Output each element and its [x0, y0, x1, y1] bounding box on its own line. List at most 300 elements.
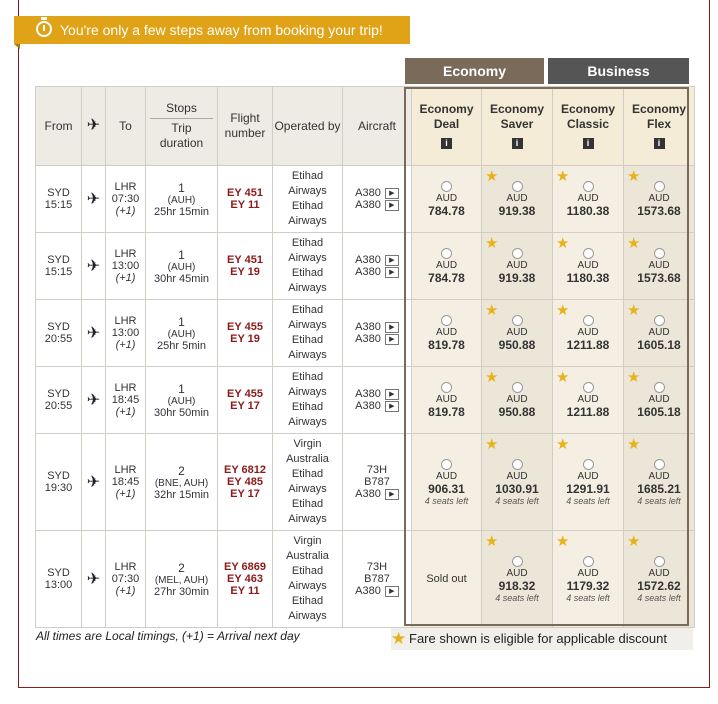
fare-cell[interactable] — [553, 367, 624, 434]
aircraft-type: B787 — [364, 573, 390, 585]
aircraft-cell — [343, 531, 412, 628]
play-icon[interactable]: ▶ — [385, 489, 399, 500]
sold-out-label: Sold out — [426, 573, 467, 585]
flight-number: EY 11 — [230, 585, 260, 597]
fare-radio[interactable] — [583, 459, 594, 470]
fare-price: 906.31 — [428, 481, 465, 496]
fare-cell[interactable] — [482, 233, 553, 300]
aircraft-type: A380 — [355, 388, 381, 400]
banner-fold — [14, 44, 20, 49]
destination-code: LHR — [114, 181, 137, 193]
flight-number: EY 6812 — [223, 464, 266, 476]
header-stops-label: Stops — [166, 101, 197, 115]
fare-price: 919.38 — [498, 203, 536, 218]
fare-price: 1030.91 — [495, 481, 539, 496]
operator-cell — [273, 367, 343, 434]
fare-price: 919.38 — [498, 270, 536, 285]
fare-radio[interactable] — [583, 248, 594, 259]
fare-cell[interactable] — [624, 434, 695, 531]
trip-duration: 30hr 50min — [153, 406, 210, 419]
origin-cell — [36, 233, 82, 300]
operator-name: Etihad Airways — [288, 401, 327, 428]
origin-code: SYD — [47, 567, 70, 579]
trip-duration: 30hr 45min — [153, 272, 210, 285]
seats-left: 4 seats left — [566, 495, 610, 506]
fare-type-label: Economy Flex — [631, 102, 686, 131]
fare-type-label: Economy Saver — [489, 102, 544, 131]
star-icon: ★ — [485, 436, 499, 453]
next-day-flag: (+1) — [115, 205, 136, 217]
arrival-time: 07:30 — [111, 193, 140, 205]
stop-count: 1 — [178, 314, 185, 329]
aircraft-cell — [343, 300, 412, 367]
origin-cell — [36, 434, 82, 531]
star-icon: ★ — [485, 235, 499, 252]
destination-cell — [106, 233, 146, 300]
header-economy-saver — [482, 87, 553, 166]
fare-currency: AUD — [577, 326, 599, 338]
departure-time: 20:55 — [44, 333, 73, 345]
header-economy-deal — [412, 87, 482, 166]
fare-currency: AUD — [577, 470, 599, 482]
flight-number: EY 17 — [230, 488, 260, 500]
route-arrow-cell — [82, 531, 106, 628]
fare-cell[interactable] — [624, 300, 695, 367]
fare-type-label: Economy Classic — [560, 102, 615, 131]
via-airports: (AUH) — [167, 328, 196, 340]
aircraft-cell — [343, 367, 412, 434]
via-airports: (MEL, AUH) — [154, 574, 209, 586]
star-icon: ★ — [556, 369, 570, 386]
airplane-icon: ✈ — [86, 392, 101, 409]
seats-left: 4 seats left — [424, 495, 469, 506]
play-icon[interactable]: ▶ — [385, 389, 399, 400]
fare-radio[interactable] — [512, 248, 523, 259]
fare-price: 1605.18 — [637, 337, 681, 352]
fare-price: 1180.38 — [566, 270, 610, 285]
star-icon: ★ — [627, 302, 641, 319]
info-icon[interactable]: i — [583, 138, 594, 149]
next-day-flag: (+1) — [115, 339, 136, 351]
tab-economy[interactable]: Economy — [405, 58, 544, 84]
flight-number: EY 17 — [230, 400, 260, 412]
departure-time: 19:30 — [44, 482, 73, 494]
destination-code: LHR — [114, 315, 137, 327]
flight-number-cell — [218, 300, 273, 367]
fare-currency: AUD — [577, 259, 599, 271]
next-day-flag: (+1) — [115, 406, 136, 418]
operator-cell — [273, 300, 343, 367]
operator-name: Etihad Airways — [288, 304, 327, 331]
airplane-icon: ✈ — [86, 325, 101, 342]
origin-code: SYD — [47, 388, 70, 400]
seats-left: 4 seats left — [495, 592, 539, 603]
fare-currency: AUD — [648, 192, 670, 204]
flight-number: EY 455 — [227, 321, 263, 333]
fare-radio[interactable] — [583, 181, 594, 192]
airplane-icon: ✈ — [86, 571, 101, 588]
stops-cell — [146, 166, 218, 233]
operator-cell — [273, 531, 343, 628]
route-arrow-cell — [82, 367, 106, 434]
star-icon: ★ — [556, 436, 570, 453]
header-economy-flex — [624, 87, 695, 166]
fare-type-label: Economy Deal — [419, 102, 474, 131]
route-arrow-cell — [82, 233, 106, 300]
fare-radio[interactable] — [654, 315, 665, 326]
fare-currency: AUD — [577, 567, 599, 579]
stops-cell — [146, 531, 218, 628]
arrival-time: 18:45 — [111, 394, 140, 406]
fare-cell[interactable] — [553, 434, 624, 531]
stops-cell — [146, 233, 218, 300]
fare-cell[interactable] — [482, 367, 553, 434]
flight-number-cell — [218, 367, 273, 434]
operator-name: Etihad Airways — [288, 170, 327, 197]
fare-currency: AUD — [435, 393, 458, 405]
airplane-icon: ✈ — [86, 191, 101, 208]
table-header-row — [36, 87, 695, 166]
flight-number: EY 451 — [227, 187, 263, 199]
table-row — [36, 233, 695, 300]
flight-number: EY 485 — [227, 476, 263, 488]
route-arrow-cell — [82, 300, 106, 367]
table-row — [36, 531, 695, 628]
star-icon: ★ — [485, 369, 499, 386]
fare-currency: AUD — [506, 393, 528, 405]
trip-duration: 25hr 15min — [153, 205, 210, 218]
progress-banner — [14, 16, 410, 44]
header-flight-number: Flight number — [218, 87, 273, 166]
header-economy-classic — [553, 87, 624, 166]
star-icon: ★ — [485, 168, 499, 185]
stop-count: 2 — [178, 560, 185, 575]
fare-price: 819.78 — [428, 337, 465, 352]
clock-icon — [36, 21, 52, 37]
aircraft-cell — [343, 166, 412, 233]
fare-currency: AUD — [577, 393, 599, 405]
destination-code: LHR — [114, 464, 137, 476]
star-icon: ★ — [627, 533, 641, 550]
discount-legend — [391, 628, 693, 650]
seats-left: 4 seats left — [495, 495, 539, 506]
fare-cell[interactable] — [482, 300, 553, 367]
fare-price: 1685.21 — [637, 481, 681, 496]
stop-count: 1 — [178, 180, 185, 195]
aircraft-type: A380 — [355, 400, 381, 412]
fare-price: 1605.18 — [637, 404, 681, 419]
fare-currency: AUD — [506, 259, 528, 271]
fare-currency: AUD — [648, 567, 670, 579]
star-icon: ★ — [627, 369, 641, 386]
footnote: All times are Local timings, (+1) = Arrival next day — [36, 629, 300, 643]
destination-code: LHR — [114, 382, 137, 394]
fare-radio[interactable] — [654, 556, 665, 567]
destination-cell — [106, 434, 146, 531]
aircraft-type: A380 — [355, 254, 381, 266]
origin-cell — [36, 367, 82, 434]
play-icon[interactable]: ▶ — [385, 188, 399, 199]
operator-cell — [273, 166, 343, 233]
star-icon: ★ — [556, 302, 570, 319]
fare-cell[interactable] — [412, 367, 482, 434]
info-icon[interactable]: i — [441, 138, 452, 149]
header-to: To — [106, 87, 146, 166]
fare-cell[interactable] — [412, 166, 482, 233]
play-icon[interactable]: ▶ — [385, 322, 399, 333]
fare-currency: AUD — [435, 470, 458, 482]
fare-radio[interactable] — [512, 459, 523, 470]
fare-radio[interactable] — [583, 556, 594, 567]
seats-left: 4 seats left — [637, 495, 681, 506]
flight-number: EY 451 — [227, 254, 263, 266]
aircraft-cell — [343, 434, 412, 531]
star-icon: ★ — [556, 533, 570, 550]
fare-price: 950.88 — [498, 404, 536, 419]
play-icon[interactable]: ▶ — [385, 267, 399, 278]
origin-code: SYD — [47, 470, 70, 482]
seats-left: 4 seats left — [637, 592, 681, 603]
star-icon: ★ — [485, 302, 499, 319]
fare-price: 1211.88 — [566, 404, 610, 419]
arrival-time: 07:30 — [111, 573, 140, 585]
fare-price: 1573.68 — [637, 203, 681, 218]
aircraft-type: A380 — [355, 321, 381, 333]
fare-cell[interactable] — [482, 434, 553, 531]
flight-number: EY 455 — [227, 388, 263, 400]
operator-name: Etihad Airways — [288, 200, 327, 227]
origin-cell — [36, 531, 82, 628]
aircraft-type: A380 — [355, 187, 381, 199]
fare-cell[interactable] — [482, 531, 553, 628]
destination-cell — [106, 166, 146, 233]
fare-cell[interactable] — [624, 166, 695, 233]
fare-cell[interactable] — [412, 434, 482, 531]
fare-price: 784.78 — [428, 203, 465, 218]
stops-cell — [146, 434, 218, 531]
fare-radio[interactable] — [583, 315, 594, 326]
fare-cell-sold-out — [412, 531, 482, 628]
departure-time: 20:55 — [44, 400, 73, 412]
origin-cell — [36, 300, 82, 367]
play-icon[interactable]: ▶ — [385, 200, 399, 211]
fare-currency: AUD — [506, 470, 528, 482]
stop-count: 1 — [178, 247, 185, 262]
seats-left: 4 seats left — [566, 592, 610, 603]
trip-duration: 25hr 5min — [157, 339, 206, 352]
next-day-flag: (+1) — [115, 585, 136, 597]
star-icon: ★ — [391, 629, 407, 648]
destination-cell — [106, 367, 146, 434]
fare-cell[interactable] — [624, 233, 695, 300]
aircraft-type: 73H — [366, 464, 388, 476]
legend-text: Fare shown is eligible for applicable discount — [409, 631, 667, 646]
table-row — [36, 434, 695, 531]
flight-number-cell — [218, 233, 273, 300]
aircraft-type: A380 — [355, 488, 381, 500]
flight-number: EY 6869 — [223, 561, 266, 573]
info-icon[interactable]: i — [654, 138, 665, 149]
operator-name: Virgin Australia — [286, 535, 329, 562]
fare-currency: AUD — [506, 326, 528, 338]
via-airports: (AUH) — [167, 395, 196, 407]
fare-radio[interactable] — [512, 181, 523, 192]
operator-name: Virgin Australia — [286, 438, 329, 465]
aircraft-type: 73H — [366, 561, 388, 573]
via-airports: (AUH) — [167, 261, 196, 273]
fare-currency: AUD — [506, 192, 528, 204]
fare-cell[interactable] — [624, 531, 695, 628]
stop-count: 1 — [178, 381, 185, 396]
header-aircraft: Aircraft — [343, 87, 412, 166]
aircraft-type: A380 — [355, 266, 381, 278]
table-row — [36, 300, 695, 367]
fare-price: 784.78 — [428, 270, 465, 285]
flight-number-cell — [218, 166, 273, 233]
tab-business[interactable]: Business — [548, 58, 689, 84]
flight-number: EY 463 — [227, 573, 263, 585]
fare-currency: AUD — [648, 393, 670, 405]
fare-radio[interactable] — [654, 459, 665, 470]
route-arrow-cell — [82, 166, 106, 233]
aircraft-type: A380 — [355, 585, 381, 597]
airplane-icon: ✈ — [86, 474, 101, 491]
fare-radio[interactable] — [654, 382, 665, 393]
airplane-icon: ✈ — [86, 258, 101, 275]
star-icon: ★ — [627, 235, 641, 252]
fare-radio[interactable] — [512, 315, 523, 326]
fare-radio[interactable] — [441, 382, 452, 393]
fare-cell[interactable] — [553, 233, 624, 300]
play-icon[interactable]: ▶ — [385, 334, 399, 345]
fare-cell[interactable] — [624, 367, 695, 434]
fare-cell[interactable] — [553, 300, 624, 367]
header-plane — [82, 87, 106, 166]
operator-cell — [273, 233, 343, 300]
flight-number-cell — [218, 531, 273, 628]
via-airports: (BNE, AUH) — [154, 477, 209, 489]
play-icon[interactable]: ▶ — [385, 255, 399, 266]
fare-radio[interactable] — [441, 248, 452, 259]
destination-cell — [106, 300, 146, 367]
play-icon[interactable]: ▶ — [385, 586, 399, 597]
star-icon: ★ — [627, 168, 641, 185]
fare-cell[interactable] — [553, 531, 624, 628]
flight-number: EY 19 — [230, 266, 260, 278]
play-icon[interactable]: ▶ — [385, 401, 399, 412]
next-day-flag: (+1) — [115, 488, 136, 500]
origin-code: SYD — [47, 187, 70, 199]
aircraft-type: B787 — [364, 476, 390, 488]
fare-currency: AUD — [506, 567, 528, 579]
operator-name: Etihad Airways — [288, 468, 327, 495]
departure-time: 15:15 — [44, 266, 73, 278]
flight-number-cell — [218, 434, 273, 531]
operator-name: Etihad Airways — [288, 237, 327, 264]
header-from: From — [36, 87, 82, 166]
fare-radio[interactable] — [512, 556, 523, 567]
origin-code: SYD — [47, 321, 70, 333]
fare-cell[interactable] — [412, 300, 482, 367]
header-stops — [146, 87, 218, 166]
operator-cell — [273, 434, 343, 531]
destination-code: LHR — [114, 561, 137, 573]
origin-code: SYD — [47, 254, 70, 266]
via-airports: (AUH) — [167, 194, 196, 206]
fare-radio[interactable] — [441, 315, 452, 326]
banner-text: You're only a few steps away from booking your trip! — [60, 22, 383, 38]
arrival-time: 18:45 — [111, 476, 140, 488]
fare-currency: AUD — [648, 470, 670, 482]
fare-price: 950.88 — [498, 337, 536, 352]
fare-price: 1573.68 — [637, 270, 681, 285]
fare-radio[interactable] — [441, 181, 452, 192]
fare-currency: AUD — [435, 259, 458, 271]
header-operated-by: Operated by — [273, 87, 343, 166]
origin-cell — [36, 166, 82, 233]
fare-radio[interactable] — [512, 382, 523, 393]
departure-time: 15:15 — [44, 199, 73, 211]
fare-currency: AUD — [435, 326, 458, 338]
star-icon: ★ — [556, 168, 570, 185]
star-icon: ★ — [627, 436, 641, 453]
fare-radio[interactable] — [654, 248, 665, 259]
destination-cell — [106, 531, 146, 628]
fare-price: 1180.38 — [566, 203, 610, 218]
arrival-time: 13:00 — [111, 260, 140, 272]
flight-number: EY 19 — [230, 333, 260, 345]
flight-number: EY 11 — [230, 199, 260, 211]
fare-radio[interactable] — [583, 382, 594, 393]
fare-price: 819.78 — [428, 404, 465, 419]
operator-name: Etihad Airways — [288, 565, 327, 592]
fare-currency: AUD — [648, 326, 670, 338]
aircraft-type: A380 — [355, 333, 381, 345]
trip-duration: 27hr 30min — [153, 585, 210, 598]
airplane-icon: ✈ — [86, 117, 101, 134]
table-row — [36, 166, 695, 233]
operator-name: Etihad Airways — [288, 371, 327, 398]
fare-radio[interactable] — [654, 181, 665, 192]
departure-time: 13:00 — [44, 579, 73, 591]
operator-name: Etihad Airways — [288, 595, 327, 622]
fare-cell[interactable] — [412, 233, 482, 300]
fare-price: 918.32 — [498, 578, 536, 593]
fare-price: 1211.88 — [566, 337, 610, 352]
fare-currency: AUD — [435, 192, 458, 204]
stops-cell — [146, 367, 218, 434]
fare-cell[interactable] — [553, 166, 624, 233]
table-row — [36, 367, 695, 434]
next-day-flag: (+1) — [115, 272, 136, 284]
fare-currency: AUD — [577, 192, 599, 204]
fare-cell[interactable] — [482, 166, 553, 233]
star-icon: ★ — [556, 235, 570, 252]
route-arrow-cell — [82, 434, 106, 531]
operator-name: Etihad Airways — [288, 498, 327, 525]
trip-duration: 32hr 15min — [153, 488, 210, 501]
stops-cell — [146, 300, 218, 367]
stop-count: 2 — [178, 463, 185, 478]
fare-price: 1291.91 — [566, 481, 610, 496]
fare-radio[interactable] — [441, 459, 452, 470]
info-icon[interactable]: i — [512, 138, 523, 149]
star-icon: ★ — [485, 533, 499, 550]
arrival-time: 13:00 — [111, 327, 140, 339]
destination-code: LHR — [114, 248, 137, 260]
operator-name: Etihad Airways — [288, 334, 327, 361]
fare-currency: AUD — [648, 259, 670, 271]
